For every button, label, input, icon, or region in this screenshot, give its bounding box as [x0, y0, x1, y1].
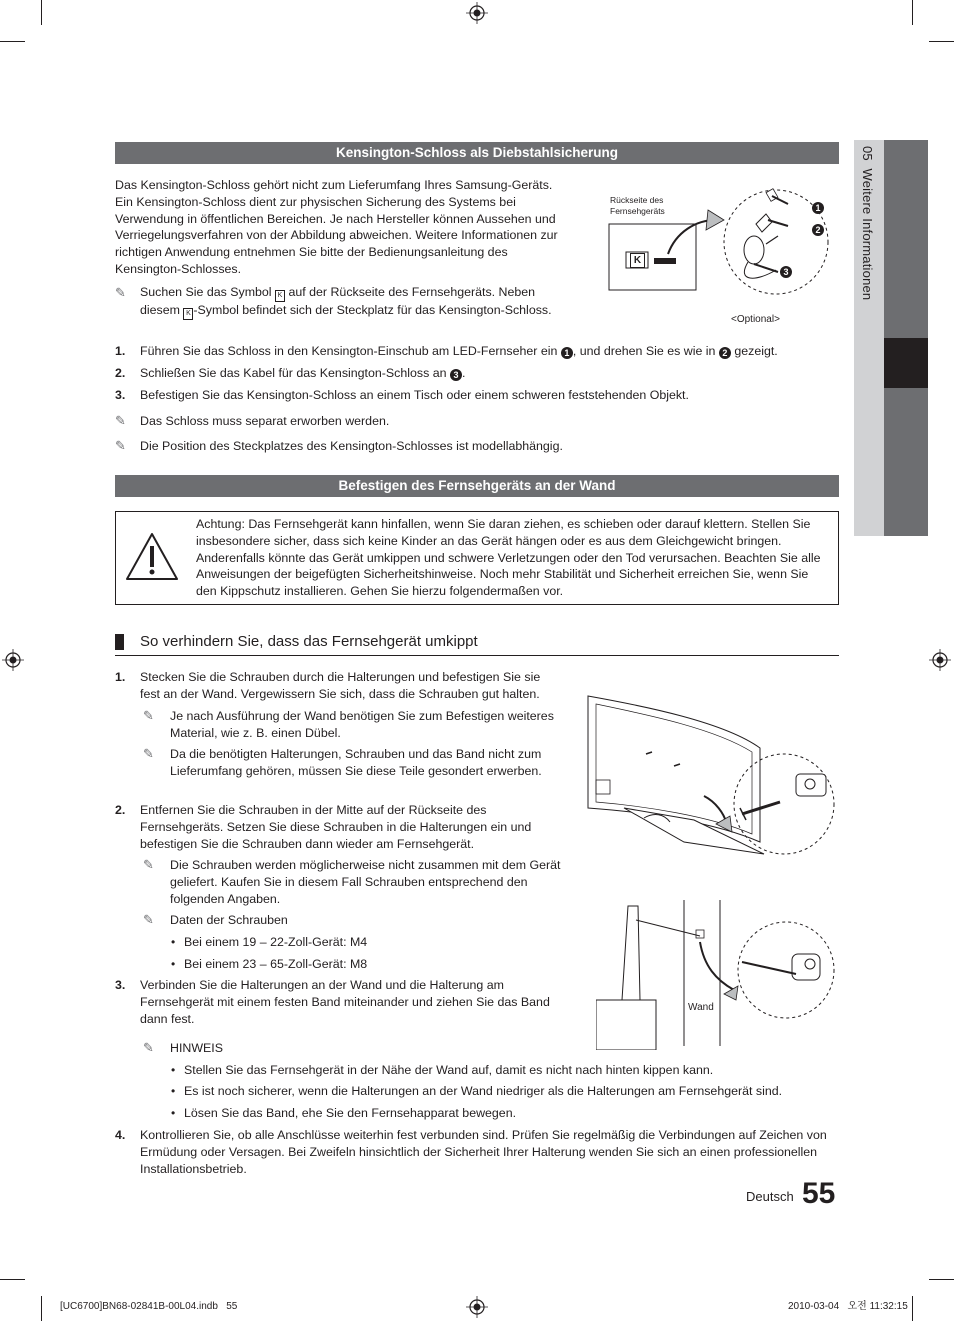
- screw-spec-1: Bei einem 19 – 22-Zoll-Gerät: M4: [184, 935, 368, 949]
- chapter-tab-marker: [884, 338, 928, 388]
- registration-mark-icon: [466, 2, 488, 24]
- crop-mark: [929, 41, 954, 42]
- screw-spec-2: Bei einem 23 – 65-Zoll-Gerät: M8: [184, 957, 368, 971]
- kensington-note-1: Das Schloss muss separat erworben werden.: [140, 414, 390, 428]
- anti-tip-step-1-note-2: Da die benötigten Halterungen, Schrauben und das Band nicht zum Lieferumfang gehören, müssen Sie diese Teile gesondert erwerben.: [170, 747, 542, 778]
- anti-tip-step-2: Entfernen Sie die Schrauben in der Mitte auf der Rückseite des Fernsehgeräts. Setzen Sie diese Schrauben in die Halterungen ein und befestigen Sie die Schrauben dann wieder am Fernsehgerät.: [140, 803, 532, 851]
- anti-tip-step-1: Stecken Sie die Schrauben durch die Halterungen und befestigen Sie sie fest an der Wand. Vergewissern Sie sich, dass die Schrauben gut halten.: [140, 670, 541, 701]
- note-pencil-icon: ✎: [115, 438, 126, 453]
- bullet: •: [171, 1084, 176, 1098]
- crop-mark: [41, 0, 42, 25]
- kensington-k-icon: K: [630, 253, 645, 268]
- crop-mark: [912, 1296, 913, 1321]
- kensington-step-2: Schließen Sie das Kabel für das Kensington-Schloss an 3 .: [140, 366, 466, 380]
- figure-callout-2: 2: [812, 224, 824, 236]
- crop-mark: [929, 1279, 954, 1280]
- kensington-intro: Das Kensington-Schloss gehört nicht zum Lieferumfang Ihres Samsung-Geräts. Ein Kensington-Schloss dient zur physischen Sicherung des Systems bei Verwendung in öffentlichen Bereichen. Je nach Hersteller können Aussehen und Verriegelungsverfahren von der Abbildung abweichen. Weitere Informationen zur richtigen Anwendung entnehmen Sie bitte der Bedienungsanleitung des Kensington-Schlosses.: [115, 178, 558, 276]
- anti-tip-step-2-note-2: Daten der Schrauben: [170, 913, 288, 927]
- subheading-rule: [115, 655, 839, 656]
- kensington-note-2: Die Position des Steckplatzes des Kensington-Schlosses ist modellabhängig.: [140, 439, 563, 453]
- chapter-label: 05 Weitere Informationen: [859, 146, 875, 301]
- registration-mark-icon: [929, 649, 951, 671]
- registration-mark-icon: [2, 649, 24, 671]
- warning-triangle-icon: [124, 531, 180, 583]
- anti-tip-step-4: Kontrollieren Sie, ob alle Anschlüsse weiterhin fest verbunden sind. Prüfen Sie regelmäßig die Verbindungen auf Zeichen von Ermüdung oder Versagen. Bei Zweifeln hinsichtlich der Sicherheit Ihrer Halterung wenden Sie sich an einen professionellen Installationsbetrieb.: [140, 1128, 827, 1176]
- figure-back-label: Rückseite des Fernsehgeräts: [610, 195, 665, 216]
- crop-mark: [41, 1296, 42, 1321]
- section-heading-wall-mount: Befestigen des Fernsehgeräts an der Wand: [115, 475, 839, 497]
- hint-2: Es ist noch sicherer, wenn die Halterungen an der Wand niedriger als die Halterungen am Fernsehgerät sind.: [184, 1084, 783, 1098]
- warning-text: Achtung: Das Fernsehgerät kann hinfallen, wenn Sie daran ziehen, es schieben oder darauf klettern. Stellen Sie insbesondere sicher, dass sich keine Kinder an das Gerät hängen oder es aus dem Gleichgewicht bringen. Anderenfalls könnte das Gerät umkippen und schwere Verletzungen oder den Tod verursachen. Beachten Sie alle Anweisungen der beigefügten Sicherheitshinweise. Noch mehr Stabilität und Sicherheit erreichen Sie, wenn Sie den Kippschutz installieren. Gehen Sie hierzu folgendermaßen vor.: [196, 517, 821, 599]
- note-pencil-icon: ✎: [115, 413, 126, 428]
- figure-optional-label: <Optional>: [731, 314, 780, 325]
- kensington-symbol-note: Suchen Sie das Symbol K auf der Rückseite des Fernsehgeräts. Neben diesem K -Symbol befindet sich der Steckplatz für das Kensington-Schloss.: [140, 284, 570, 320]
- tv-wall-strap-figure: [596, 900, 840, 1050]
- note-pencil-icon: ✎: [115, 285, 126, 300]
- hint-label: HINWEIS: [170, 1041, 224, 1055]
- page-number: 55: [802, 1177, 836, 1210]
- footer-language: Deutsch: [746, 1189, 794, 1204]
- registration-mark-icon: [466, 1296, 488, 1318]
- crop-mark: [912, 0, 913, 25]
- step-number: 1.: [115, 670, 126, 684]
- section-heading-kensington: Kensington-Schloss als Diebstahlsicherung: [115, 142, 839, 164]
- step-number: 2.: [115, 803, 126, 817]
- step-number: 3.: [115, 978, 126, 992]
- kensington-step-3: Befestigen Sie das Kensington-Schloss an einem Tisch oder einem schweren feststehenden Objekt.: [140, 388, 689, 402]
- note-pencil-icon: ✎: [143, 912, 154, 927]
- footer-file-info: [UC6700]BN68-02841B-00L04.indb 55: [60, 1301, 238, 1312]
- callout-2-icon: 2: [719, 347, 731, 359]
- step-number: 3.: [115, 388, 126, 402]
- tv-back-bracket-figure: [584, 692, 840, 864]
- wall-label: Wand: [688, 1002, 714, 1013]
- hint-3: Lösen Sie das Band, ehe Sie den Fernsehapparat bewegen.: [184, 1106, 517, 1120]
- note-pencil-icon: ✎: [143, 746, 154, 761]
- anti-tip-step-3: Verbinden Sie die Halterungen an der Wand und die Halterung am Fernsehgerät mit einem festen Band miteinander und ziehen Sie das Band dann fest.: [140, 978, 550, 1026]
- bullet: •: [171, 957, 176, 971]
- figure-callout-1: 1: [812, 202, 824, 214]
- hint-1: Stellen Sie das Fernsehgerät in der Nähe der Wand auf, damit es nicht nach hinten kippen kann.: [184, 1063, 714, 1077]
- step-number: 4.: [115, 1128, 126, 1142]
- note-pencil-icon: ✎: [143, 708, 154, 723]
- note-pencil-icon: ✎: [143, 857, 154, 872]
- subheading-anti-tip: So verhindern Sie, dass das Fernsehgerät umkippt: [140, 633, 478, 650]
- step-number: 2.: [115, 366, 126, 380]
- kensington-symbol-icon: K: [275, 290, 285, 302]
- anti-tip-step-1-note-1: Je nach Ausführung der Wand benötigen Sie zum Befestigen weiteres Material, wie z. B. einen Dübel.: [170, 709, 554, 740]
- callout-3-icon: 3: [450, 369, 462, 381]
- footer-date: 2010-03-04 오전 11:32:15: [788, 1301, 908, 1312]
- bullet: •: [171, 1106, 176, 1120]
- bullet: •: [171, 935, 176, 949]
- callout-1-icon: 1: [561, 347, 573, 359]
- bullet: •: [171, 1063, 176, 1077]
- kensington-symbol-icon: K: [183, 308, 193, 320]
- crop-mark: [0, 1279, 25, 1280]
- kensington-step-1: Führen Sie das Schloss in den Kensington-Einschub am LED-Fernseher ein 1 , und drehen Sie es wie in 2 gezeigt.: [140, 344, 778, 358]
- subheading-marker: [115, 634, 124, 650]
- step-number: 1.: [115, 344, 126, 358]
- note-pencil-icon: ✎: [143, 1040, 154, 1055]
- anti-tip-step-2-note-1: Die Schrauben werden möglicherweise nicht zusammen mit dem Gerät geliefert. Kaufen Sie in diesem Fall Schrauben entsprechend den folgenden Angaben.: [170, 858, 561, 906]
- figure-callout-3: 3: [780, 266, 792, 278]
- crop-mark: [0, 41, 25, 42]
